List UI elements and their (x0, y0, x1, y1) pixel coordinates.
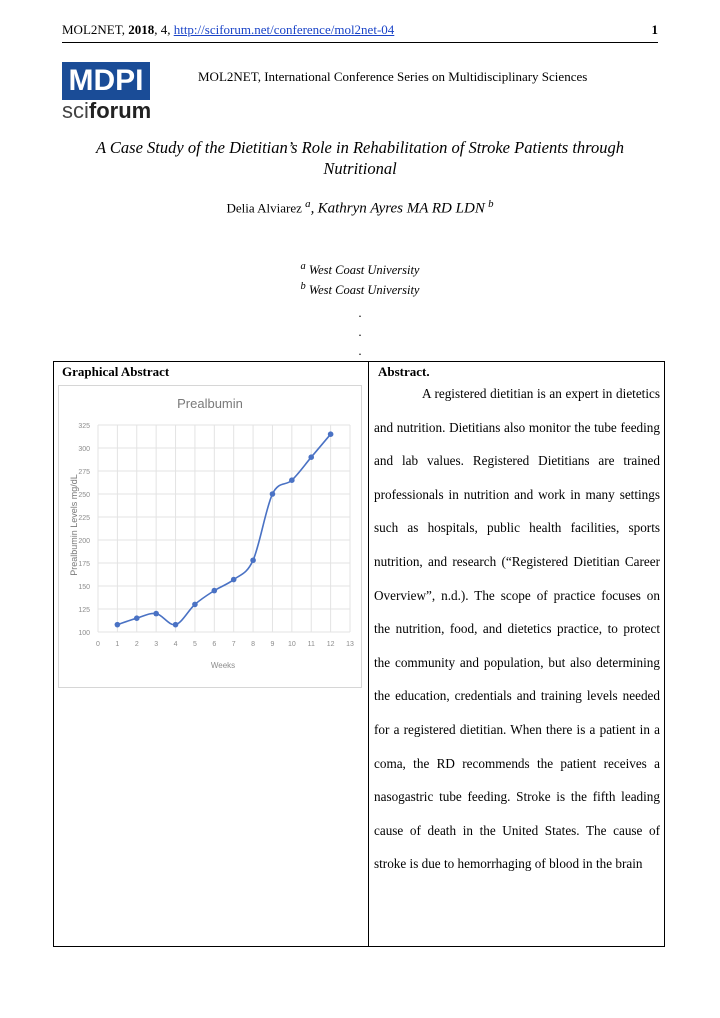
paper-title (62, 137, 658, 179)
data-point (134, 615, 140, 621)
data-point (270, 491, 276, 497)
x-tick-label: 7 (231, 641, 236, 648)
author-2: Kathryn Ayres MA RD LDN (317, 200, 485, 217)
separator-dot: . (358, 305, 362, 320)
data-point (308, 454, 314, 460)
page-number: 1 (651, 22, 658, 37)
chart-frame (59, 386, 362, 688)
mdpi-sciforum-logo (62, 62, 152, 132)
y-tick-label: 100 (78, 630, 90, 637)
title-line-1: A Case Study of the Dietitian’s Role in Rehabilitation of Stroke Patients through (96, 138, 624, 157)
mdpi-logo-text: MDPI (62, 62, 150, 100)
prealbumin-chart (58, 385, 362, 688)
table-divider (368, 361, 369, 947)
x-tick-label: 2 (134, 641, 139, 648)
data-point (173, 622, 179, 628)
x-axis-label: Weeks (210, 661, 236, 670)
x-tick-label: 9 (270, 641, 275, 648)
y-tick-label: 325 (78, 423, 90, 430)
x-tick-label: 11 (307, 641, 315, 648)
authors: Delia Alviarez $^a$, Kathryn Ayres MA RD LDN $^b$ (226, 198, 494, 217)
separator-dot: . (358, 343, 362, 358)
author-1-sup: a (305, 198, 311, 210)
sciforum-logo-text: sciforum (62, 98, 152, 123)
title-line-2: Nutritional (323, 159, 397, 178)
journal-year: 2018 (128, 22, 155, 37)
affiliation-a: $^a$ West Coast University (300, 261, 420, 278)
x-tick-label: 10 (287, 641, 296, 648)
affiliation-b: $^b$ West Coast University (300, 281, 420, 298)
header-rule (62, 42, 658, 43)
x-tick-label: 13 (346, 641, 354, 648)
x-tick-label: 5 (192, 641, 197, 648)
y-tick-label: 175 (78, 561, 90, 568)
separator-dot: . (358, 324, 362, 339)
y-tick-label: 275 (78, 469, 90, 476)
x-tick-label: 8 (251, 641, 256, 648)
data-point (153, 611, 159, 617)
x-tick-label: 4 (173, 641, 178, 648)
x-tick-label: 1 (115, 641, 120, 648)
conference-link[interactable]: http://sciforum.net/conference/mol2net-04 (173, 22, 395, 37)
y-axis-label: Prealbumin Levels mg/dL (69, 474, 79, 576)
y-tick-label: 300 (78, 446, 90, 453)
journal-volume: 4 (160, 22, 168, 37)
y-tick-label: 125 (78, 607, 90, 614)
data-point (192, 602, 198, 608)
y-tick-label: 150 (78, 584, 90, 591)
data-point (328, 431, 334, 437)
y-tick-label: 250 (78, 492, 90, 499)
data-point (212, 588, 218, 594)
y-tick-label: 225 (78, 515, 90, 522)
data-point (250, 557, 256, 563)
x-tick-label: 0 (96, 641, 100, 648)
abstract-heading: Abstract. (378, 364, 430, 379)
abstract-body (374, 377, 660, 881)
data-point (115, 622, 121, 628)
data-point (231, 577, 237, 583)
x-tick-label: 6 (212, 641, 217, 648)
author-2-sup: b (488, 198, 494, 210)
chart-title: Prealbumin (177, 396, 243, 411)
conference-series: MOL2NET, International Conference Series on Multidisciplinary Sciences (198, 69, 588, 84)
abstract-text: A registered dietitian is an expert in dietetics and nutrition. Dietitians also monitor the tube feeding and lab values. Registered Dietitians are trained professionals in nutrition and work in many settings such as hospitals, public health facilities, sports nutrition, and research (“Registered Dietitian Career Overview”, n.d.). The scope of practice focuses on the nutrition, food, and dietetics practice, to protect the community and population, but also determining the education, credentials and training levels needed for a registered dietitian. When there is a patient in a coma, the RD recommends the patient receives a nasogastric tube feeding. Stroke is the fifth leading cause of death in the United States. The cause of stroke is due to hemorrhaging of blood in the brain (374, 386, 660, 872)
data-point (289, 477, 295, 483)
x-tick-label: 12 (326, 641, 335, 648)
graphical-abstract-heading: Graphical Abstract (62, 364, 170, 379)
author-1: Delia Alviarez (226, 200, 302, 216)
y-tick-label: 200 (78, 538, 90, 545)
running-header: MOL2NET, 2018, 4, http://sciforum.net/conference/mol2net-04 (62, 22, 395, 37)
journal-name: MOL2NET (62, 22, 122, 37)
x-tick-label: 3 (154, 641, 159, 648)
